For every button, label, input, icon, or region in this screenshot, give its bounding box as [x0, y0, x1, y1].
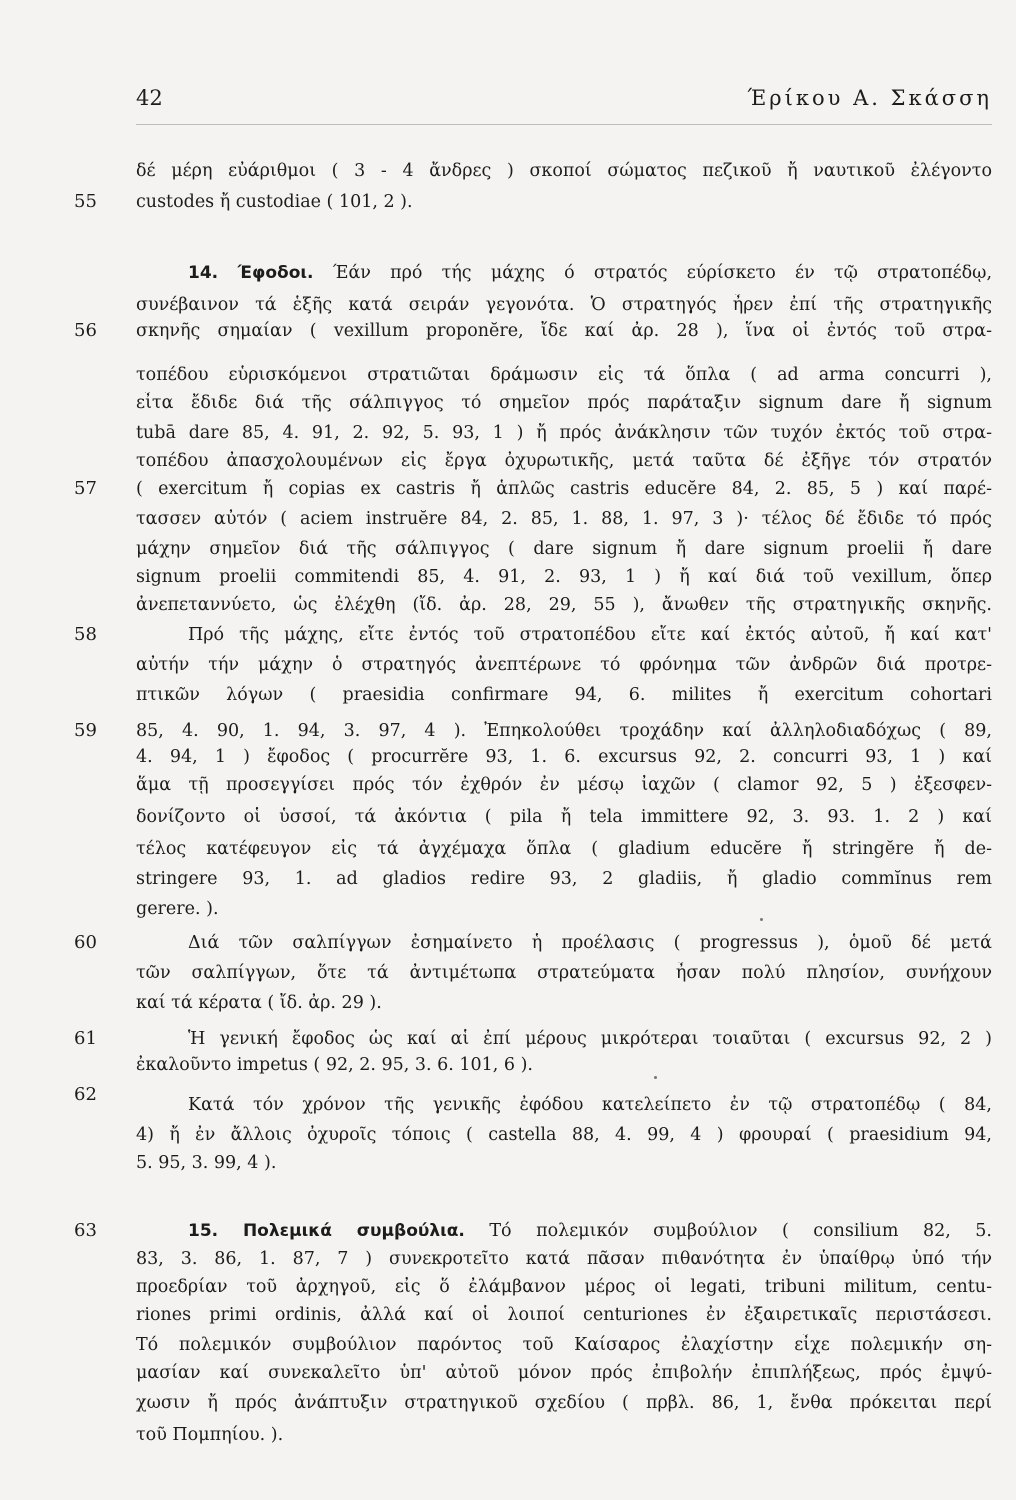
section-14-heading-line — [136, 262, 992, 286]
text-line: ἀνεπεταννύετο, ὡς ἐλέχθη (ἴδ. ἀρ. 28, 29, 55 ), ἄνωθεν τῆς στρατηγικῆς σκηνῆς. — [136, 595, 992, 615]
text-line: 83, 3. 86, 1. 87, 7 ) συνεκροτεῖτο κατά πᾶσαν πιθανότητα ἐν ὑπαίθρῳ ὑπό τήν — [136, 1249, 992, 1269]
margin-number-62: 62 — [74, 1084, 97, 1105]
text-line: τοπέδου ἀπασχολουμένων εἰς ἔργα ὀχυρωτικῆς, μετά ταῦτα δέ ἐξῆγε τόν στρατόν — [136, 451, 992, 471]
text-line: Τό πολεμικόν συμβούλιον παρόντος τοῦ Καίσαρος ἐλαχίστην εἶχε πολεμικήν ση- — [136, 1335, 992, 1355]
text-line: αὐτήν τήν μάχην ὁ στρατηγός ἀνεπτέρωνε τό φρόνημα τῶν ἀνδρῶν διά προτρε- — [136, 655, 992, 675]
text-line: 5. 95, 3. 99, 4 ). — [136, 1153, 277, 1173]
text-line: ( exercitum ἤ copias ex castris ἤ ἁπλῶς castris educĕre 84, 2. 85, 5 ) καί παρέ- — [136, 479, 992, 499]
text-line: τασσεν αὐτόν ( aciem instruĕre 84, 2. 85, 1. 88, 1. 97, 3 )· τέλος δέ ἔδιδε τό πρός — [136, 509, 992, 529]
text-line: τοπέδου εὑρισκόμενοι στρατιῶται δράμωσιν εἰς τά ὅπλα ( ad arma concurri ), — [136, 365, 992, 385]
section-15-heading-text: Τό πολεμικόν συμβούλιον ( consilium 82, 5. — [464, 1221, 992, 1241]
text-line: τῶν σαλπίγγων, ὅτε τά ἀντιμέτωπα στρατεύματα ἦσαν πολύ πλησίον, συνήχουν — [136, 963, 992, 983]
text-line: δέ μέρη εὐάριθμοι ( 3 - 4 ἄνδρες ) σκοποί σώματος πεζικοῦ ἤ ναυτικοῦ ἐλέγοντο — [136, 161, 992, 181]
text-line: ἅμα τῇ προσεγγίσει πρός τόν ἐχθρόν ἐν μέσῳ ἰαχῶν ( clamor 92, 5 ) ἐξεσφεν- — [136, 775, 992, 795]
text-line: stringere 93, 1. ad gladios redire 93, 2 gladiis, ἤ gladio commĭnus rem — [136, 869, 992, 889]
section-15-heading-line — [136, 1220, 992, 1244]
text-line: Κατά τόν χρόνον τῆς γενικῆς ἐφόδου κατελείπετο ἐν τῷ στρατοπέδῳ ( 84, — [188, 1095, 992, 1115]
text-line: τοῦ Πομπηίου. ). — [136, 1425, 284, 1445]
margin-number-60: 60 — [74, 932, 97, 953]
header-rule — [136, 124, 992, 125]
text-line: 4. 94, 1 ) ἔφοδος ( procurrĕre 93, 1. 6. excursus 92, 2. concurri 93, 1 ) καί — [136, 747, 992, 767]
text-line: custodes ἤ custodiae ( 101, 2 ). — [136, 192, 413, 212]
margin-number-56: 56 — [74, 320, 97, 341]
margin-number-59: 59 — [74, 720, 97, 741]
print-speck — [760, 918, 763, 921]
text-line: καί τά κέρατα ( ἴδ. ἀρ. 29 ). — [136, 993, 382, 1013]
print-speck — [654, 1076, 657, 1079]
running-title: Έρίκου Α. Σκάσση — [747, 86, 992, 110]
text-line: εἶτα ἔδιδε διά τῆς σάλπιγγος τό σημεῖον πρός παράταξιν signum dare ἤ signum — [136, 393, 992, 413]
text-line: μασίαν καί συνεκαλεῖτο ὑπ' αὐτοῦ μόνον πρός ἐπιβολήν ἐπιπλήξεως, πρός ἐμψύ- — [136, 1363, 992, 1383]
margin-number-63: 63 — [74, 1220, 97, 1241]
text-line: χωσιν ἤ πρός ἀνάπτυξιν στρατηγικοῦ σχεδίου ( πρβλ. 86, 1, ἔνθα πρόκειται περί — [136, 1393, 992, 1413]
text-line: gerere. ). — [136, 899, 219, 919]
text-line: δονίζοντο οἱ ὑσσοί, τά ἀκόντια ( pila ἤ tela immittere 92, 3. 93. 1. 2 ) καί — [136, 807, 992, 827]
text-line: ἐκαλοῦντο impetus ( 92, 2. 95, 3. 6. 101, 6 ). — [136, 1055, 533, 1075]
margin-number-61: 61 — [74, 1028, 97, 1049]
text-line: Ἡ γενική ἔφοδος ὡς καί αἱ ἐπί μέρους μικρότεραι τοιαῦται ( excursus 92, 2 ) — [188, 1029, 992, 1049]
page-header — [136, 86, 992, 118]
text-line: τέλος κατέφευγον εἰς τά ἀγχέμαχα ὅπλα ( gladium educĕre ἤ stringĕre ἤ de- — [136, 839, 992, 859]
text-line: riones primi ordinis, ἀλλά καί οἱ λοιποί centuriones ἐν ἐξαιρετικαῖς περιστάσεσι. — [136, 1305, 992, 1325]
text-line: μάχην σημεῖον διά τῆς σάλπιγγος ( dare signum ἤ dare signum proelii ἤ dare — [136, 539, 992, 559]
text-line: Διά τῶν σαλπίγγων ἐσημαίνετο ἡ προέλασις ( progressus ), ὁμοῦ δέ μετά — [188, 933, 992, 953]
text-line: 85, 4. 90, 1. 94, 3. 97, 4 ). Ἐπηκολούθει τροχάδην καί ἀλληλοδιαδόχως ( 89, — [136, 721, 992, 741]
text-line: signum proelii commitendi 85, 4. 91, 2. 93, 1 ) ἤ καί διά τοῦ vexillum, ὅπερ — [136, 567, 992, 587]
text-line: σκηνῆς σημαίαν ( vexillum proponĕre, ἴδε καί ἀρ. 28 ), ἵνα οἱ ἐντός τοῦ στρα- — [136, 321, 992, 341]
text-line: 4) ἤ ἐν ἄλλοις ὀχυροῖς τόποις ( castella 88, 4. 99, 4 ) φρουραί ( praesidium 94, — [136, 1125, 992, 1145]
margin-number-58: 58 — [74, 624, 97, 645]
section-14-heading: 14. Έφοδοι. — [188, 263, 314, 283]
text-line: προεδρίαν τοῦ ἀρχηγοῦ, εἰς ὅ ἐλάμβανον μέρος οἱ legati, tribuni militum, centu- — [136, 1277, 992, 1297]
text-line: Πρό τῆς μάχης, εἴτε ἐντός τοῦ στρατοπέδου εἴτε καί ἐκτός αὐτοῦ, ἤ καί κατ' — [188, 625, 992, 645]
margin-number-55: 55 — [74, 191, 97, 212]
section-14-heading-text: Έάν πρό τής μάχης ό στρατός εύρίσκετο έν τῷ στρατοπέδῳ, — [313, 263, 992, 283]
text-line: tubā dare 85, 4. 91, 2. 92, 5. 93, 1 ) ἤ πρός ἀνάκλησιν τῶν τυχόν ἐκτός τοῦ στρα- — [136, 423, 992, 443]
text-line: πτικῶν λόγων ( praesidia confirmare 94, 6. milites ἤ exercitum cohortari — [136, 685, 992, 705]
text-line: συνέβαινον τά ἑξῆς κατά σειράν γεγονότα. Ὁ στρατηγός ἦρεν ἐπί τῆς στρατηγικῆς — [136, 295, 992, 315]
page-number: 42 — [136, 86, 163, 110]
section-15-heading: 15. Πολεμικά συμβούλια. — [188, 1221, 465, 1241]
margin-number-57: 57 — [74, 478, 97, 499]
